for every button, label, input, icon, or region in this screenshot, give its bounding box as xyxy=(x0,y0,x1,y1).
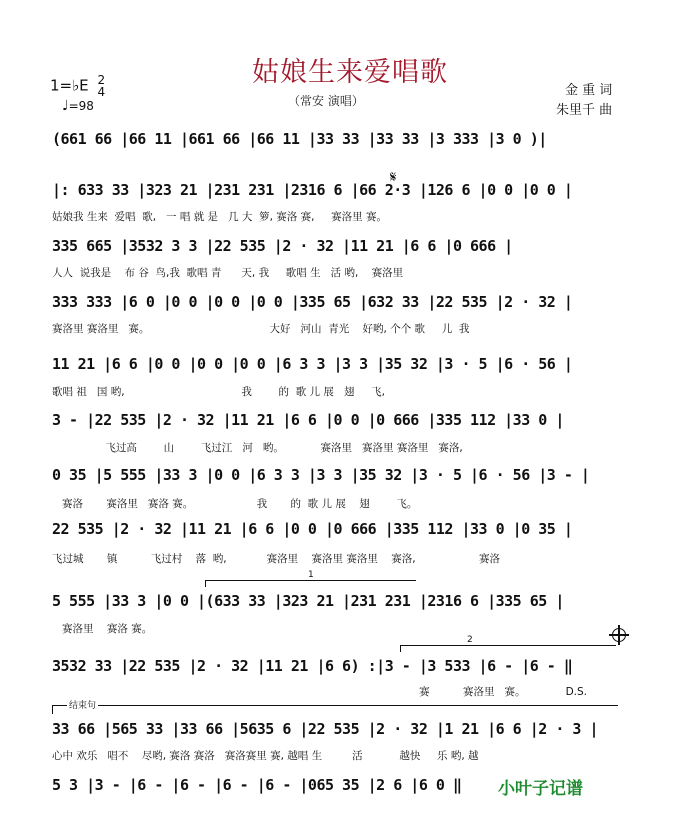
lyric-line-10: 赛 赛洛里 赛。 D.S. xyxy=(52,686,588,698)
volta-bracket-2 xyxy=(400,635,616,652)
staff-line-12: 5 3 |3 - |6 - |6 - |6 - |6 - |065 35 |2 6 |6 0 ‖ xyxy=(52,776,462,794)
staff-line-7: 0 35 |5 555 |33 3 |0 0 |6 3 3 |3 3 |35 32 |3 · 5 |6 · 56 |3 - | xyxy=(52,466,590,484)
lyric-line-11: 心中 欢乐 唱不 尽哟, 赛洛 赛洛 赛洛赛里 赛, 越唱 生 活 越快 乐 哟, 越 xyxy=(52,750,479,762)
staff-line-8: 22 535 |2 · 32 |11 21 |6 6 |0 0 |0 666 |335 112 |33 0 |0 35 | xyxy=(52,520,573,538)
ending-bracket xyxy=(52,701,618,714)
lyric-line-6: 飞过高 山 飞过江 河 哟。 赛洛里 赛洛里 赛洛里 赛洛, xyxy=(52,442,463,454)
staff-line-10: 3532 33 |22 535 |2 · 32 |11 21 |6 6) :|3 - |3 533 |6 - |6 - ‖ xyxy=(52,657,573,675)
lyric-line-9: 赛洛里 赛洛 赛。 xyxy=(52,623,153,635)
staff-line-6: 3 - |22 535 |2 · 32 |11 21 |6 6 |0 0 |0 666 |335 112 |33 0 | xyxy=(52,411,564,429)
coda-icon xyxy=(612,628,626,642)
volta-2-label: 2 xyxy=(467,635,473,645)
time-bottom: 4 xyxy=(97,85,106,99)
performer: （常安 演唱） xyxy=(288,94,364,108)
segno-icon: 𝄋 xyxy=(390,168,397,186)
staff-line-2: |: 633 33 |323 21 |231 231 |2316 6 |66 2·3 |126 6 |0 0 |0 0 | xyxy=(52,181,573,199)
time-signature xyxy=(97,74,105,98)
lyric-line-5: 歌唱 祖 国 哟, 我 的 歌 儿 展 翅 飞, xyxy=(52,386,385,398)
lyric-line-3: 人人 说我是 布 谷 鸟,我 歌唱 青 天, 我 歌唱 生 活 哟, 赛洛里 xyxy=(52,267,404,279)
staff-line-11: 33 66 |565 33 |33 66 |5635 6 |22 535 |2 · 32 |1 21 |6 6 |2 · 3 | xyxy=(52,720,598,738)
key-signature xyxy=(50,74,105,98)
tempo-marking xyxy=(62,98,94,114)
staff-line-5: 11 21 |6 6 |0 0 |0 0 |0 0 |6 3 3 |3 3 |35 32 |3 · 5 |6 · 56 | xyxy=(52,355,573,373)
staff-line-9: 5 555 |33 3 |0 0 |(633 33 |323 21 |231 231 |2316 6 |335 65 | xyxy=(52,592,564,610)
lyricist-credit: 金 重 词 xyxy=(565,83,613,98)
song-title: 姑娘生来爱唱歌 xyxy=(252,57,448,88)
key-label: 1=♭E xyxy=(50,76,89,95)
lyric-line-2: 姑娘我 生来 爱唱 歌, 一 唱 就 是 几 大 箩, 赛洛 赛, 赛洛里 赛。 xyxy=(52,211,387,223)
ending-label: 结束句 xyxy=(67,698,98,711)
watermark: 小叶子记谱 xyxy=(498,779,583,799)
staff-line-1: (661 66 |66 11 |661 66 |66 11 |33 33 |33 33 |3 333 |3 0 )| xyxy=(52,130,547,148)
lyric-line-4: 赛洛里 赛洛里 赛。 大好 河山 青光 好哟, 个个 歌 儿 我 xyxy=(52,323,470,335)
quarter-note-icon: ♩ xyxy=(62,98,69,114)
lyric-line-8: 飞过城 镇 飞过村 落 哟, 赛洛里 赛洛里 赛洛里 赛洛, 赛洛 xyxy=(52,553,500,565)
lyric-line-7: 赛洛 赛洛里 赛洛 赛。 我 的 歌 儿 展 翅 飞。 xyxy=(52,498,418,510)
volta-1-label: 1 xyxy=(308,570,314,580)
volta-bracket-1 xyxy=(205,570,416,587)
time-top: 2 xyxy=(97,73,106,87)
staff-line-4: 333 333 |6 0 |0 0 |0 0 |0 0 |335 65 |632 33 |22 535 |2 · 32 | xyxy=(52,293,573,311)
composer-credit: 朱里千 曲 xyxy=(556,103,613,118)
staff-line-3: 335 665 |3532 3 3 |22 535 |2 · 32 |11 21 |6 6 |0 666 | xyxy=(52,237,513,255)
tempo-value: =98 xyxy=(68,99,94,113)
